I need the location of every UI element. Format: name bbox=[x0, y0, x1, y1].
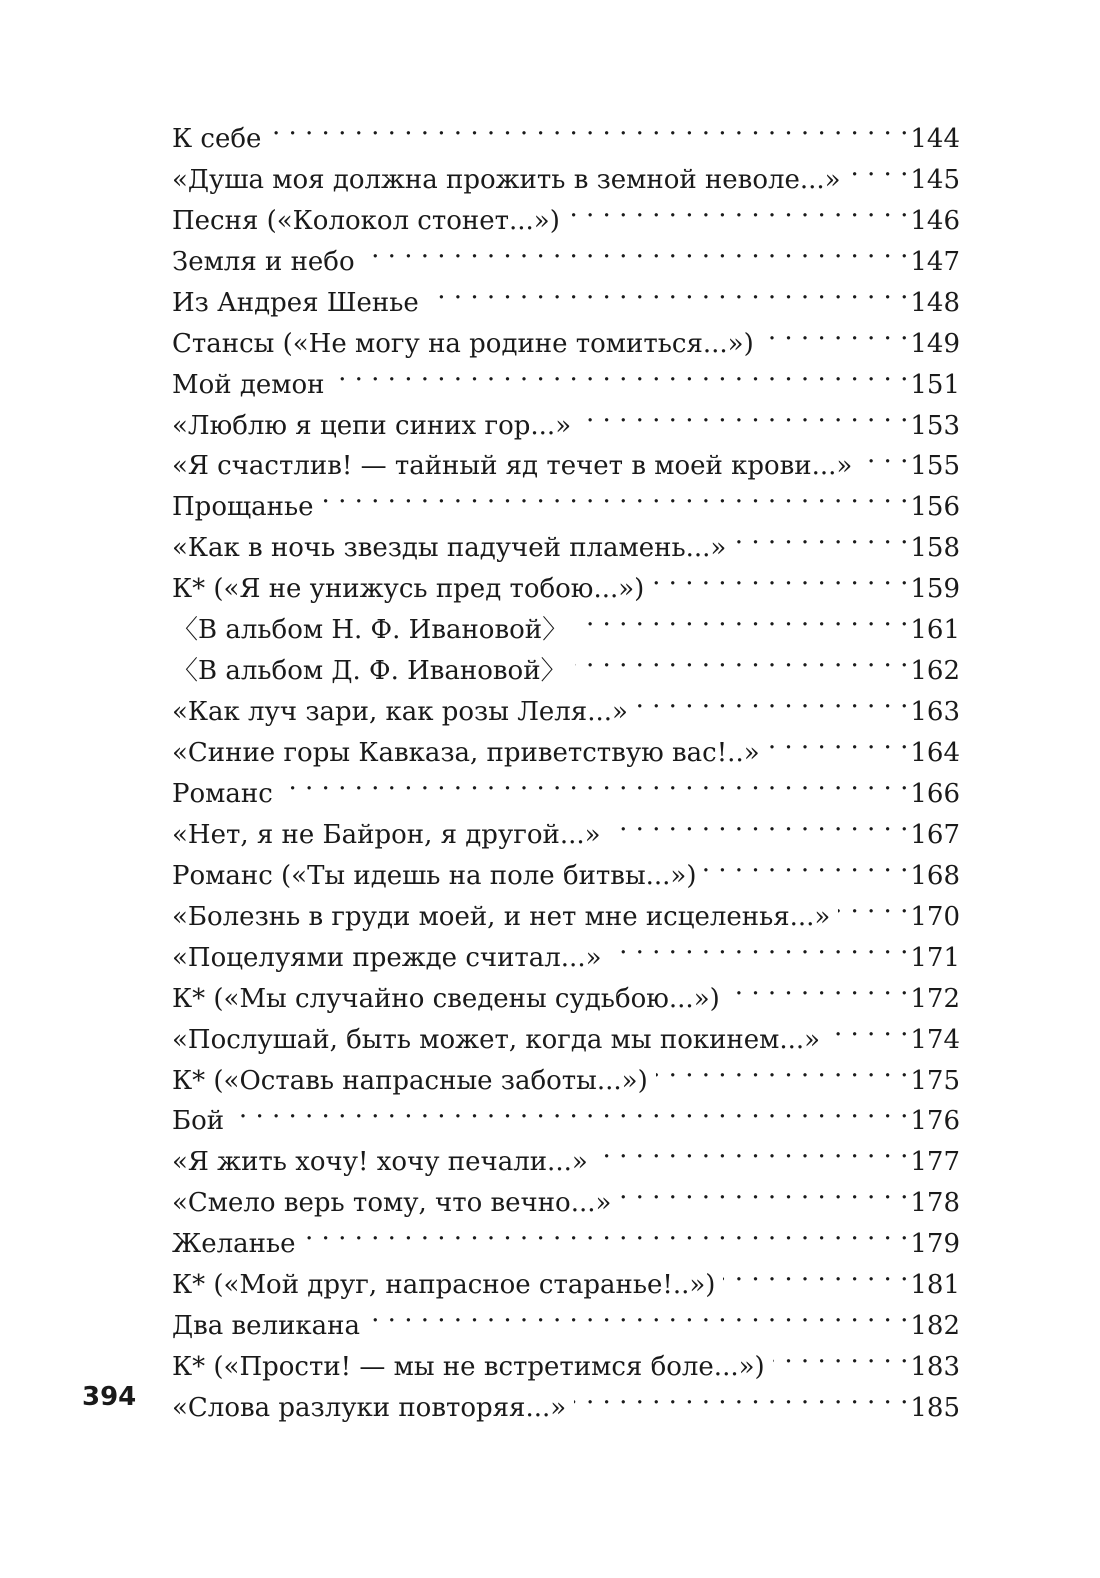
dot-leader bbox=[849, 147, 909, 188]
toc-entry-title: К* («Оставь напрасные заботы...») bbox=[172, 1061, 656, 1102]
toc-entry-title: К* («Прости! — мы не встретимся боле...») bbox=[172, 1347, 773, 1388]
toc-entry-title: «Послушай, быть может, когда мы покинем...» bbox=[172, 1020, 828, 1061]
toc-entry-title: «Смело верь тому, что вечно...» bbox=[172, 1183, 619, 1224]
toc-entry-title: Песня («Колокол стонет...») bbox=[172, 201, 568, 242]
toc-entry-title: «Слова разлуки повторяя...» bbox=[172, 1388, 574, 1429]
toc-entry-title: «Я счастлив! — тайный яд течет в моей крови...» bbox=[172, 446, 860, 487]
dot-leader bbox=[610, 925, 909, 966]
toc-entry-page: 183 bbox=[908, 1347, 960, 1388]
dot-leader bbox=[427, 270, 909, 311]
dot-leader bbox=[768, 720, 909, 761]
toc-entry-title: «Нет, я не Байрон, я другой...» bbox=[172, 815, 609, 856]
dot-leader bbox=[860, 434, 908, 475]
toc-entry-title: Земля и небо bbox=[172, 242, 363, 283]
dot-leader bbox=[652, 556, 908, 597]
toc-entry-title: К* («Я не унижусь пред тобою...») bbox=[172, 569, 652, 610]
toc-entry-title: Желанье bbox=[172, 1224, 304, 1265]
toc-entry-page: 185 bbox=[908, 1388, 960, 1429]
toc-entry-title: «Я жить хочу! хочу печали...» bbox=[172, 1142, 596, 1183]
dot-leader bbox=[704, 843, 908, 884]
dot-leader bbox=[363, 229, 909, 270]
dot-leader bbox=[723, 1252, 908, 1293]
dot-leader bbox=[322, 474, 909, 515]
toc-entry bbox=[172, 802, 960, 850]
dot-leader bbox=[838, 884, 908, 925]
toc-entry-title: Из Андрея Шенье bbox=[172, 283, 427, 324]
dot-leader bbox=[728, 966, 909, 1007]
dot-leader bbox=[734, 515, 908, 556]
table-of-contents bbox=[172, 106, 960, 1423]
dot-leader bbox=[232, 1089, 908, 1130]
toc-entry-title: К себе bbox=[172, 119, 269, 160]
toc-entry-title: 〈В альбом Н. Ф. Ивановой〉 bbox=[172, 610, 576, 651]
dot-leader bbox=[304, 1211, 909, 1252]
toc-entry-page: 170 bbox=[908, 897, 960, 938]
toc-entry-page: 156 bbox=[908, 487, 960, 528]
toc-entry-title: Бой bbox=[172, 1101, 232, 1142]
toc-entry-title: К* («Мой друг, напрасное старанье!..») bbox=[172, 1265, 723, 1306]
toc-entry-page: 149 bbox=[908, 324, 960, 365]
toc-entry-page: 144 bbox=[908, 119, 960, 160]
dot-leader bbox=[269, 106, 908, 147]
toc-entry bbox=[172, 761, 960, 809]
dot-leader bbox=[281, 761, 909, 802]
toc-entry-page: 159 bbox=[908, 569, 960, 610]
toc-entry-page: 158 bbox=[908, 528, 960, 569]
dot-leader bbox=[579, 393, 908, 434]
toc-entry-title: Романс bbox=[172, 774, 281, 815]
dot-leader bbox=[332, 352, 908, 393]
toc-entry-title: «Поцелуями прежде считал...» bbox=[172, 938, 610, 979]
toc-entry-page: 164 bbox=[908, 733, 960, 774]
dot-leader bbox=[773, 1334, 909, 1375]
toc-entry-title: «Душа моя должна прожить в земной неволе...» bbox=[172, 160, 849, 201]
toc-entry-title: «Болезнь в груди моей, и нет мне исцеленья...» bbox=[172, 897, 838, 938]
toc-entry-page: 176 bbox=[908, 1101, 960, 1142]
toc-entry-page: 146 bbox=[908, 201, 960, 242]
toc-entry-page: 148 bbox=[908, 283, 960, 324]
toc-entry-page: 168 bbox=[908, 856, 960, 897]
toc-entry-page: 162 bbox=[908, 651, 960, 692]
toc-entry-page: 161 bbox=[908, 610, 960, 651]
dot-leader bbox=[762, 311, 909, 352]
dot-leader bbox=[596, 1129, 909, 1170]
toc-entry bbox=[172, 147, 960, 195]
toc-entry-page: 167 bbox=[908, 815, 960, 856]
toc-entry bbox=[172, 1089, 960, 1137]
dot-leader bbox=[575, 638, 909, 679]
toc-entry-page: 181 bbox=[908, 1265, 960, 1306]
toc-entry-page: 163 bbox=[908, 692, 960, 733]
toc-entry-title: «Люблю я цепи синих гор...» bbox=[172, 406, 579, 447]
toc-entry-title: «Как луч зари, как розы Леля...» bbox=[172, 692, 636, 733]
toc-entry-page: 172 bbox=[908, 979, 960, 1020]
toc-entry-page: 178 bbox=[908, 1183, 960, 1224]
toc-entry-title: Прощанье bbox=[172, 487, 322, 528]
toc-entry-title: Романс («Ты идешь на поле битвы...») bbox=[172, 856, 704, 897]
toc-entry bbox=[172, 1129, 960, 1178]
dot-leader bbox=[609, 802, 909, 843]
toc-entry-title: К* («Мы случайно сведены судьбою...») bbox=[172, 979, 728, 1020]
dot-leader bbox=[656, 1048, 909, 1089]
toc-entry-page: 145 bbox=[908, 160, 960, 201]
toc-entry-title: Мой демон bbox=[172, 365, 332, 406]
toc-entry-page: 151 bbox=[908, 365, 960, 406]
toc-entry-page: 166 bbox=[908, 774, 960, 815]
toc-entry bbox=[172, 106, 960, 154]
toc-entry-title: «Синие горы Кавказа, приветствую вас!..» bbox=[172, 733, 768, 774]
dot-leader bbox=[568, 188, 909, 229]
dot-leader bbox=[636, 679, 908, 720]
toc-entry-title: «Как в ночь звезды падучей пламень...» bbox=[172, 528, 734, 569]
toc-entry-page: 175 bbox=[908, 1061, 960, 1102]
toc-entry-title: 〈В альбом Д. Ф. Ивановой〉 bbox=[172, 651, 575, 692]
dot-leader bbox=[828, 1007, 908, 1048]
toc-entry-page: 182 bbox=[908, 1306, 960, 1347]
dot-leader bbox=[574, 1375, 908, 1416]
page-number: 394 bbox=[82, 1382, 137, 1412]
toc-entry-page: 171 bbox=[908, 938, 960, 979]
toc-entry-page: 174 bbox=[908, 1020, 960, 1061]
toc-entry-title: Стансы («Не могу на родине томиться...») bbox=[172, 324, 762, 365]
dot-leader bbox=[368, 1293, 908, 1334]
toc-entry-page: 153 bbox=[908, 406, 960, 447]
dot-leader bbox=[619, 1170, 908, 1211]
toc-entry-page: 179 bbox=[908, 1224, 960, 1265]
toc-entry-title: Два великана bbox=[172, 1306, 368, 1347]
toc-entry-page: 155 bbox=[908, 446, 960, 487]
dot-leader bbox=[576, 597, 908, 638]
toc-entry-page: 177 bbox=[908, 1142, 960, 1183]
toc-entry-page: 147 bbox=[908, 242, 960, 283]
